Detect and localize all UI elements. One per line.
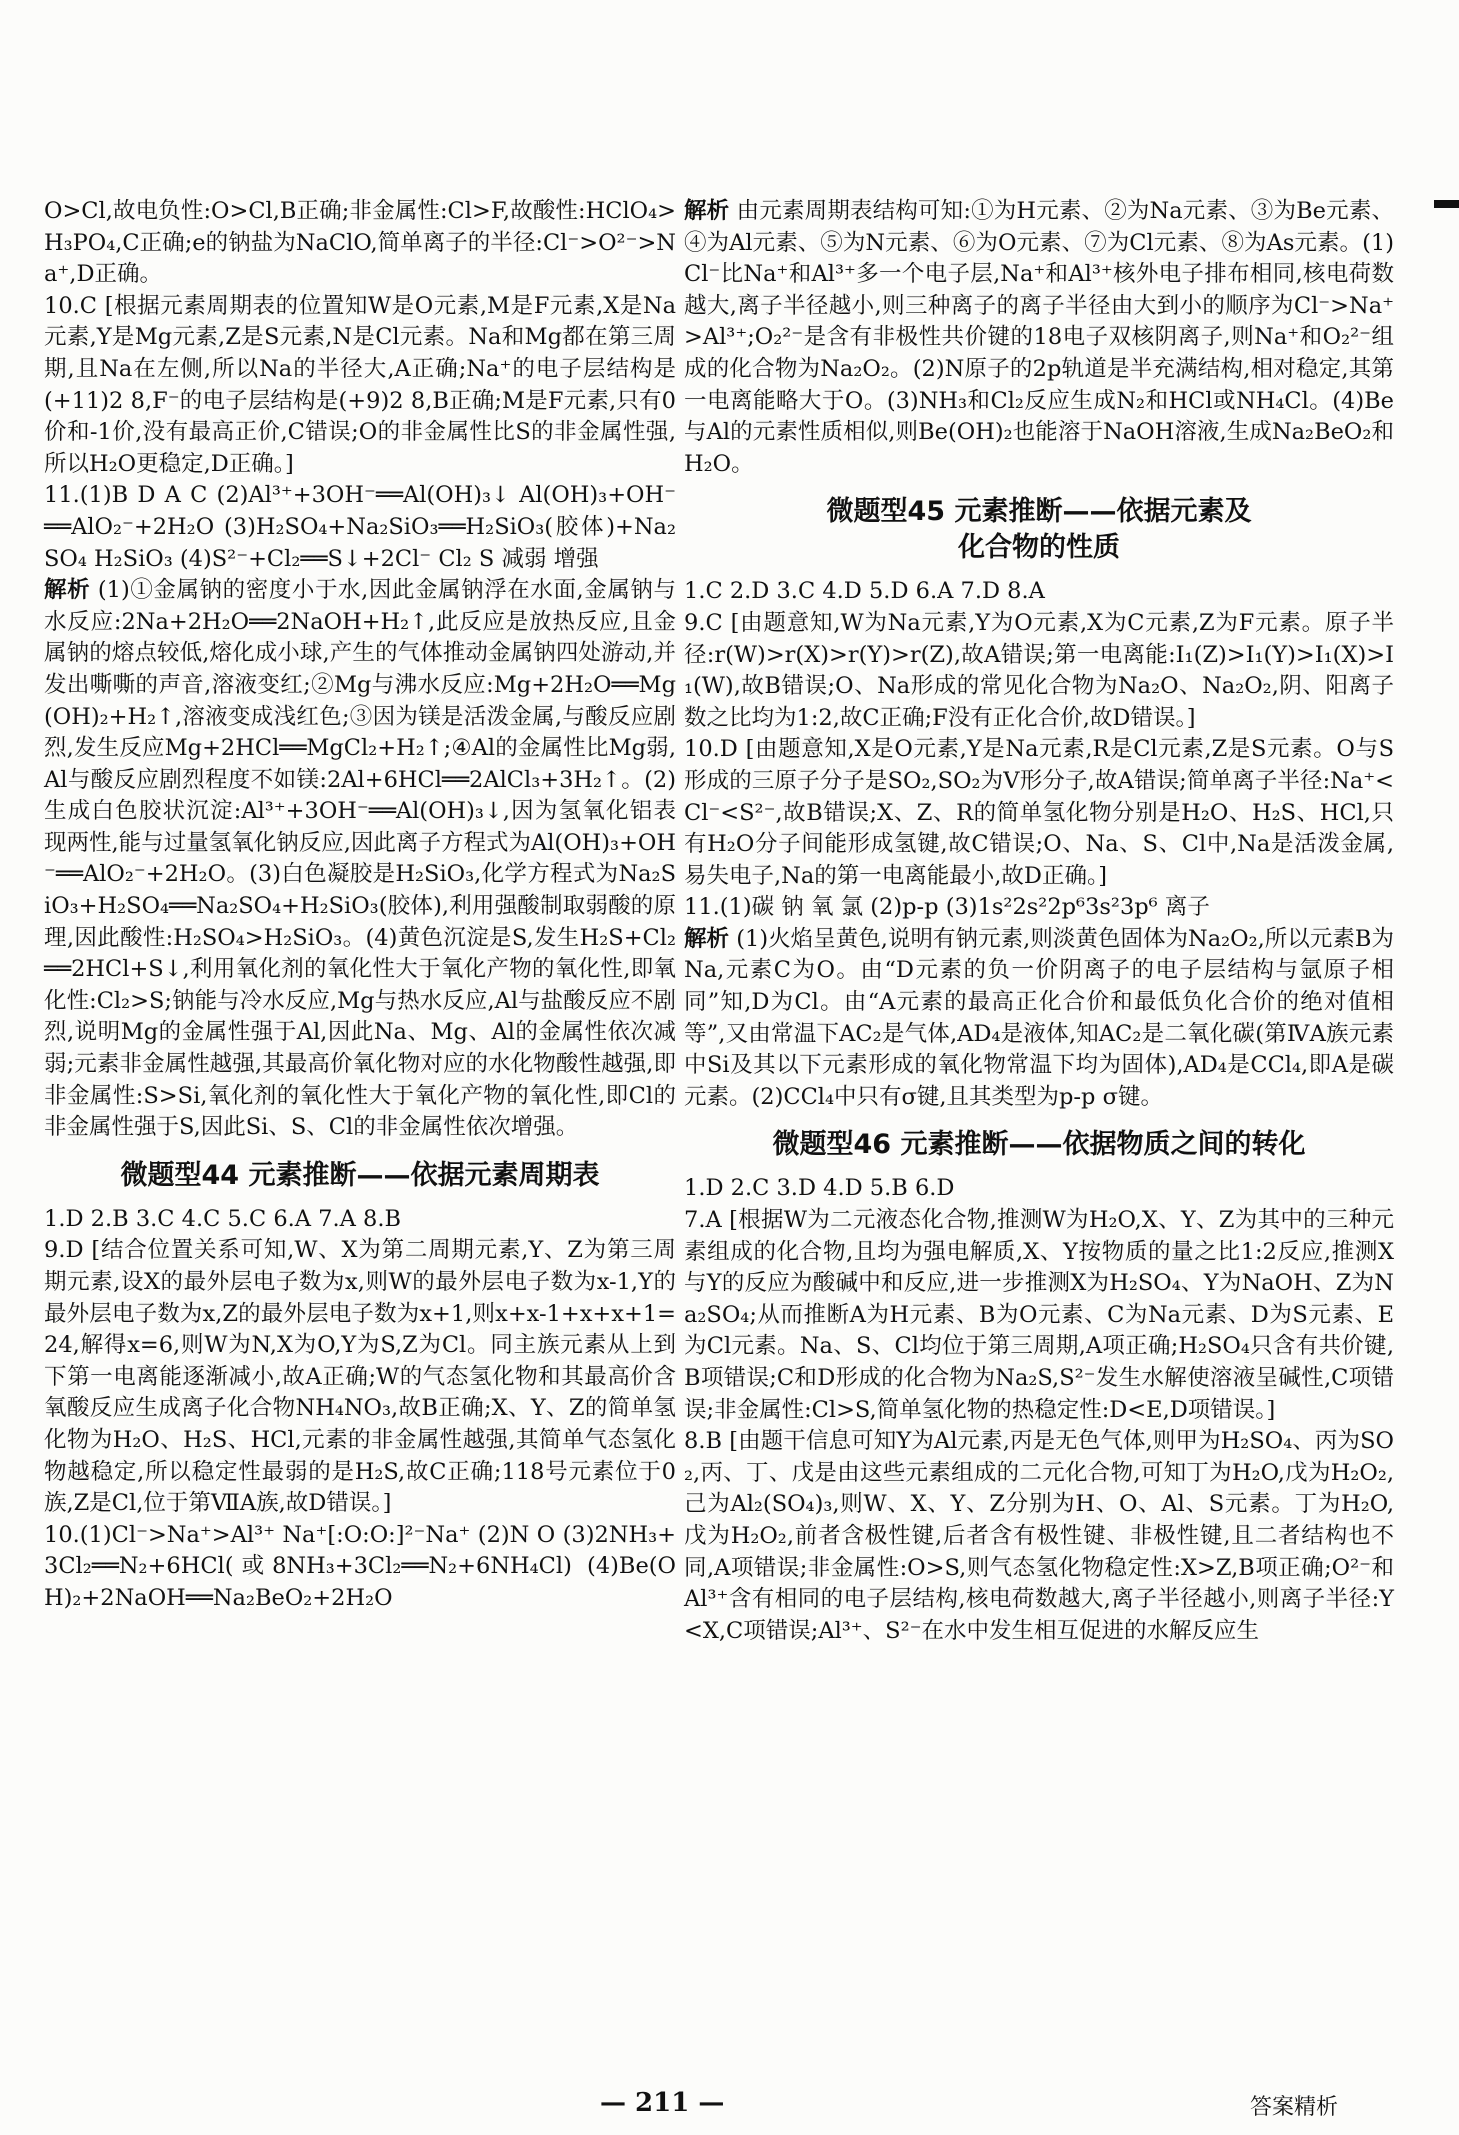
- section-heading-46: 微题型46 元素推断——依据物质之间的转化: [772, 1129, 1306, 1161]
- analysis-q11: [44, 575, 676, 1144]
- analysis-label: 解析: [684, 198, 730, 224]
- analysis-q10-44: [684, 196, 1394, 480]
- answer-q11: 11.(1)B D A C (2)Al³⁺+3OH⁻══Al(OH)₃↓ Al(OH)₃+OH⁻══AlO₂⁻+2H₂O (3)H₂SO₄+Na₂SiO₃══H₂SiO₃(胶体)+Na₂SO₄ H₂SiO₃ (4)S²⁻+Cl₂══S↓+2Cl⁻ Cl₂ S 减弱 增强: [44, 482, 676, 572]
- answer-choices-46: 1.D 2.C 3.D 4.D 5.B 6.D: [684, 1175, 955, 1202]
- corner-mark: [1434, 200, 1459, 208]
- footer-tag: 答案精析: [1250, 2095, 1339, 2120]
- analysis-q11-45: [684, 924, 1394, 1114]
- answer-q8-46: 8.B [由题干信息可知Y为Al元素,丙是无色气体,则甲为H₂SO₄、丙为SO₂,丙、丁、戊是由这些元素组成的二元化合物,可知丁为H₂O,戊为H₂O₂,己为Al₂(SO₄)₃,则W、X、Y、Z分别为H、O、Al、S元素。丁为H₂O,戊为H₂O₂,前者含极性键,后者含有极性键、非极性键,且二者结构也不同,A项错误;非金属性:O>S,则气态氢化物稳定性:X>Z,B项正确;O²⁻和Al³⁺含有相同的电子层结构,核电荷数越大,离子半径越小,则离子半径:Y<X,C项错误;Al³⁺、S²⁻在水中发生相互促进的水解反应生: [684, 1428, 1394, 1644]
- answer-q10-44: 10.(1)Cl⁻>Na⁺>Al³⁺ Na⁺[:O:O:]²⁻Na⁺ (2)N O (3)2NH₃+3Cl₂══N₂+6HCl(或8NH₃+3Cl₂══N₂+6NH₄Cl) (4)Be(OH)₂+2NaOH══Na₂BeO₂+2H₂O: [44, 1521, 676, 1611]
- answer-q9-44: 9.D [结合位置关系可知,W、X为第二周期元素,Y、Z为第三周期元素,设X的最外层电子数为x,则W的最外层电子数为x-1,Y的最外层电子数为x,Z的最外层电子数为x+1,则x+x-1+x+x+1=24,解得x=6,则W为N,X为O,Y为S,Z为Cl。同主族元素从上到下第一电离能逐渐减小,故A正确;W的气态氢化物和其最高价含氧酸反应生成离子化合物NH₄NO₃,故B正确;X、Y、Z的简单氢化物为H₂O、H₂S、HCl,元素的非金属性越强,其简单气态氢化物越稳定,所以稳定性最弱的是H₂S,故C正确;118号元素位于0族,Z是Cl,位于第ⅦA族,故D错误。]: [44, 1237, 676, 1517]
- answer-q10-45: 10.D [由题意知,X是O元素,Y是Na元素,R是Cl元素,Z是S元素。O与S形成的三原子分子是SO₂,SO₂为V形分子,故A错误;简单离子半径:Na⁺<Cl⁻<S²⁻,故B错误;X、Z、R的简单氢化物分别是H₂O、H₂S、HCl,只有H₂O分子间能形成氢键,故C错误;O、Na、S、Cl中,Na是活泼金属,易失电子,Na的第一电离能最小,故D正确。]: [684, 736, 1394, 889]
- section-heading-44: 微题型44 元素推断——依据元素周期表: [120, 1159, 600, 1191]
- page-number: — 211 —: [600, 2088, 725, 2118]
- analysis-label: 解析: [684, 925, 730, 952]
- answer-choices-45: 1.C 2.D 3.C 4.D 5.D 6.A 7.D 8.A: [684, 578, 1045, 605]
- answer-paragraph: O>Cl,故电负性:O>Cl,B正确;非金属性:Cl>F,故酸性:HClO₄>H₃PO₄,C正确;e的钠盐为NaClO,简单离子的半径:Cl⁻>O²⁻>Na⁺,D正确。: [44, 198, 676, 288]
- answer-choices-44: 1.D 2.B 3.C 4.C 5.C 6.A 7.A 8.B: [44, 1205, 402, 1232]
- answer-q11-45: 11.(1)碳 钠 氧 氯 (2)p-p (3)1s²2s²2p⁶3s²3p⁶ 离子: [684, 894, 1210, 921]
- section-heading-45-line1: 微题型45 元素推断——依据元素及: [826, 496, 1252, 528]
- analysis-text: (1)①金属钠的密度小于水,因此金属钠浮在水面,金属钠与水反应:2Na+2H₂O══2NaOH+H₂↑,此反应是放热反应,且金属钠的熔点较低,熔化成小球,产生的气体推动金属钠四处游动,并发出嘶嘶的声音,溶液变红;②Mg与沸水反应:Mg+2H₂O══Mg(OH)₂+H₂↑,溶液变成浅红色;③因为镁是活泼金属,与酸反应剧烈,发生反应Mg+2HCl══MgCl₂+H₂↑;④Al的金属性比Mg弱,Al与酸反应剧烈程度不如镁:2Al+6HCl══2AlCl₃+3H₂↑。(2)生成白色胶状沉淀:Al³⁺+3OH⁻══Al(OH)₃↓,因为氢氧化铝表现两性,能与过量氢氧化钠反应,因此离子方程式为Al(OH)₃+OH⁻══AlO₂⁻+2H₂O。(3)白色凝胶是H₂SiO₃,化学方程式为Na₂SiO₃+H₂SO₄══Na₂SO₄+H₂SiO₃(胶体),利用强酸制取弱酸的原理,因此酸性:H₂SO₄>H₂SiO₃。(4)黄色沉淀是S,发生H₂S+Cl₂══2HCl+S↓,利用氧化剂的氧化性大于氧化产物的氧化性,即氧化性:Cl₂>S;钠能与冷水反应,Mg与热水反应,Al与盐酸反应不剧烈,说明Mg的金属性强于Al,因此Na、Mg、Al的金属性依次减弱;元素非金属性越强,其最高价氧化物对应的水化物酸性越强,即非金属性:S>Si,氧化剂的氧化性大于氧化产物的氧化性,即Cl的非金属性强于S,因此Si、S、Cl的非金属性依次增强。: [44, 577, 676, 1141]
- answer-q9-45: 9.C [由题意知,W为Na元素,Y为O元素,X为C元素,Z为F元素。原子半径:r(W)>r(X)>r(Y)>r(Z),故A错误;第一电离能:I₁(Z)>I₁(Y)>I₁(X)>I₁(W),故B错误;O、Na形成的常见化合物为Na₂O、Na₂O₂,阴、阳离子数之比均为1:2,故C正确;F没有正化合价,故D错误。]: [684, 609, 1394, 731]
- section-heading-45-line2: 化合物的性质: [958, 532, 1120, 564]
- analysis-text: (1)火焰呈黄色,说明有钠元素,则淡黄色固体为Na₂O₂,所以元素B为Na,元素C为O。由“D元素的负一价阴离子的电子层结构与氩原子相同”知,D为Cl。由“A元素的最高正化合价和最低负化合价的绝对值相等”,又由常温下AC₂是气体,AD₄是液体,知AC₂是二氧化碳(第ⅣA族元素中Si及其以下元素形成的氧化物常温下均为固体),AD₄是CCl₄,即A是碳元素。(2)CCl₄中只有σ键,且其类型为p-p σ键。: [684, 925, 1394, 1110]
- right-column: [684, 196, 1394, 1647]
- analysis-text: 由元素周期表结构可知:①为H元素、②为Na元素、③为Be元素、④为Al元素、⑤为N元素、⑥为O元素、⑦为Cl元素、⑧为As元素。(1)Cl⁻比Na⁺和Al³⁺多一个电子层,Na⁺和Al³⁺核外电子排布相同,核电荷数越大,离子半径越小,则三种离子的离子半径由大到小的顺序为Cl⁻>Na⁺>Al³⁺;O₂²⁻是含有非极性共价键的18电子双核阴离子,则Na⁺和O₂²⁻组成的化合物为Na₂O₂。(2)N原子的2p轨道是半充满结构,相对稳定,其第一电离能略大于O。(3)NH₃和Cl₂反应生成N₂和HCl或NH₄Cl。(4)Be与Al的元素性质相似,则Be(OH)₂也能溶于NaOH溶液,生成Na₂BeO₂和H₂O。: [684, 198, 1394, 477]
- left-column: [44, 196, 676, 1615]
- analysis-label: 解析: [44, 577, 91, 604]
- answer-q7-46: 7.A [根据W为二元液态化合物,推测W为H₂O,X、Y、Z为其中的三种元素组成的化合物,且均为强电解质,X、Y按物质的量之比1:2反应,推测X与Y的反应为酸碱中和反应,进一步推测X为H₂SO₄、Y为NaOH、Z为Na₂SO₄;从而推断A为H元素、B为O元素、C为Na元素、D为S元素、E为Cl元素。Na、S、Cl均位于第三周期,A项正确;H₂SO₄只含有共价键,B项错误;C和D形成的化合物为Na₂S,S²⁻发生水解使溶液呈碱性,C项错误;非金属性:Cl>S,简单氢化物的热稳定性:D<E,D项错误。]: [684, 1207, 1394, 1423]
- answer-q10: 10.C [根据元素周期表的位置知W是O元素,M是F元素,X是Na元素,Y是Mg元素,Z是S元素,N是Cl元素。Na和Mg都在第三周期,且Na在左侧,所以Na的半径大,A正确;Na⁺的电子层结构是(+11)2 8,F⁻的电子层结构是(+9)2 8,B正确;M是F元素,只有0价和-1价,没有最高正价,C错误;O的非金属性比S的非金属性强,所以H₂O更稳定,D正确。]: [44, 292, 676, 477]
- section-heading-45: [684, 494, 1394, 566]
